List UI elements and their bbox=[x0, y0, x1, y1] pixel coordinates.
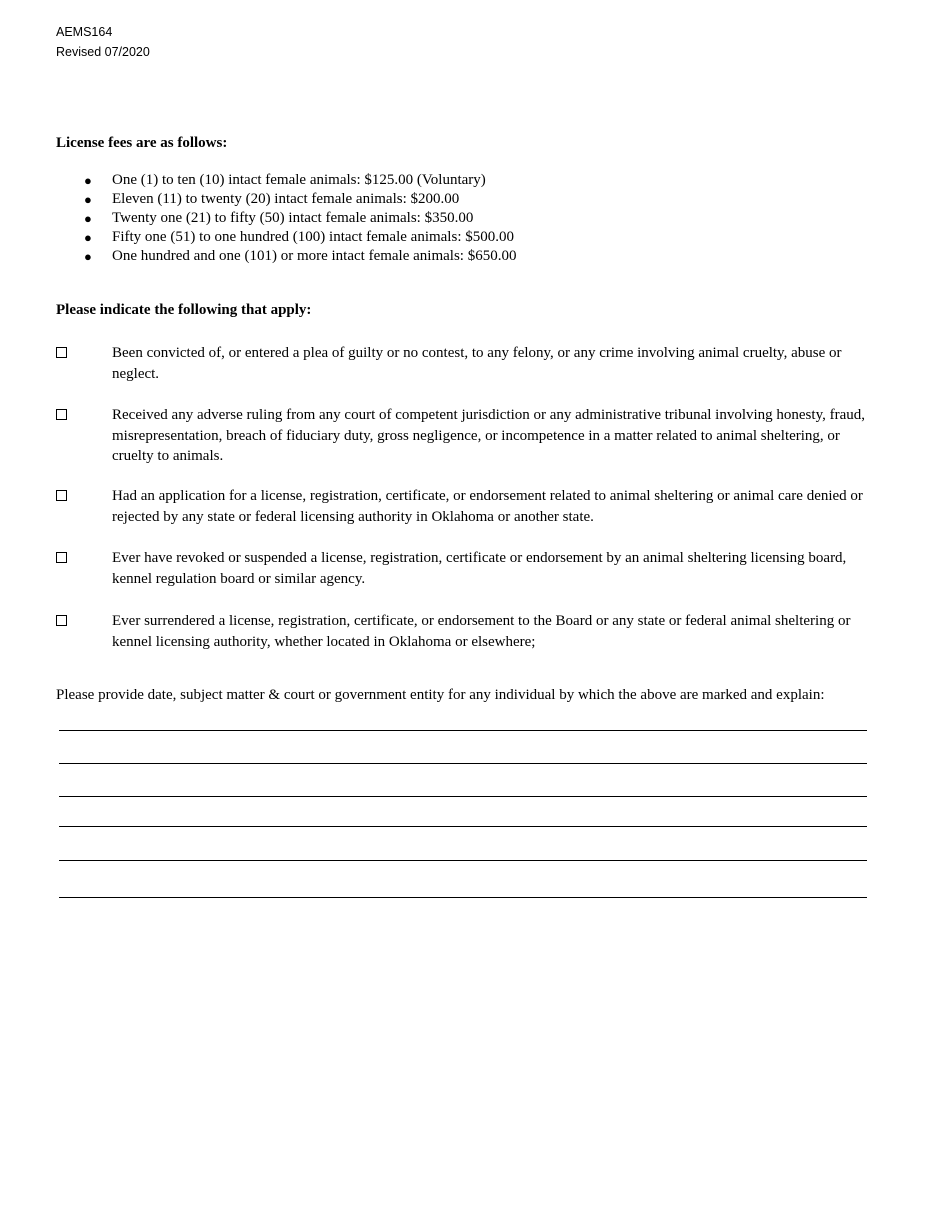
form-code: AEMS164 bbox=[56, 25, 113, 39]
fee-item-text: Fifty one (51) to one hundred (100) intact female animals: $500.00 bbox=[112, 229, 514, 245]
fees-heading: License fees are as follows: bbox=[56, 135, 228, 151]
fee-item-text: Twenty one (21) to fifty (50) intact female animals: $350.00 bbox=[112, 210, 474, 226]
answer-line[interactable] bbox=[59, 826, 867, 827]
apply-item-text: Ever surrendered a license, registration, certificate, or endorsement to the Board or any state or federal animal sheltering or kennel licensing authority, whether located in Oklahoma or elsewhere; bbox=[112, 613, 851, 650]
checkbox[interactable] bbox=[56, 615, 67, 626]
checkbox[interactable] bbox=[56, 409, 67, 420]
checkbox[interactable] bbox=[56, 552, 67, 563]
answer-line[interactable] bbox=[59, 796, 867, 797]
form-header bbox=[56, 22, 150, 62]
apply-heading: Please indicate the following that apply: bbox=[56, 302, 312, 318]
answer-line[interactable] bbox=[59, 763, 867, 764]
apply-item-text: Had an application for a license, registration, certificate, or endorsement related to animal sheltering or animal care denied or rejected by any state or federal licensing authority in Oklahoma or another state. bbox=[112, 488, 863, 525]
apply-item-text: Been convicted of, or entered a plea of guilty or no contest, to any felony, or any crime involving animal cruelty, abuse or neglect. bbox=[112, 345, 842, 382]
revision-date: Revised 07/2020 bbox=[56, 45, 150, 59]
apply-item-text: Ever have revoked or suspended a license, registration, certificate or endorsement by an animal sheltering licensing board, kennel regulation board or similar agency. bbox=[112, 550, 847, 587]
bullet-icon: ● bbox=[84, 249, 92, 264]
answer-line[interactable] bbox=[59, 730, 867, 731]
explain-prompt: Please provide date, subject matter & court or government entity for any individual by which the above are marked and explain: bbox=[56, 687, 825, 703]
bullet-icon: ● bbox=[84, 230, 92, 245]
checkbox[interactable] bbox=[56, 347, 67, 358]
fee-item-text: One hundred and one (101) or more intact female animals: $650.00 bbox=[112, 248, 517, 264]
checkbox[interactable] bbox=[56, 490, 67, 501]
bullet-icon: ● bbox=[84, 211, 92, 226]
fee-item-text: Eleven (11) to twenty (20) intact female animals: $200.00 bbox=[112, 191, 460, 207]
fee-item-text: One (1) to ten (10) intact female animals: $125.00 (Voluntary) bbox=[112, 172, 486, 188]
apply-item-text: Received any adverse ruling from any court of competent jurisdiction or any administrative tribunal involving honesty, fraud, misrepresentation, breach of fiduciary duty, gross negligence, or incompetence in a matter related to animal sheltering, or cruelty to animals. bbox=[112, 407, 865, 464]
answer-line[interactable] bbox=[59, 860, 867, 861]
bullet-icon: ● bbox=[84, 192, 92, 207]
answer-line[interactable] bbox=[59, 897, 867, 898]
bullet-icon: ● bbox=[84, 173, 92, 188]
